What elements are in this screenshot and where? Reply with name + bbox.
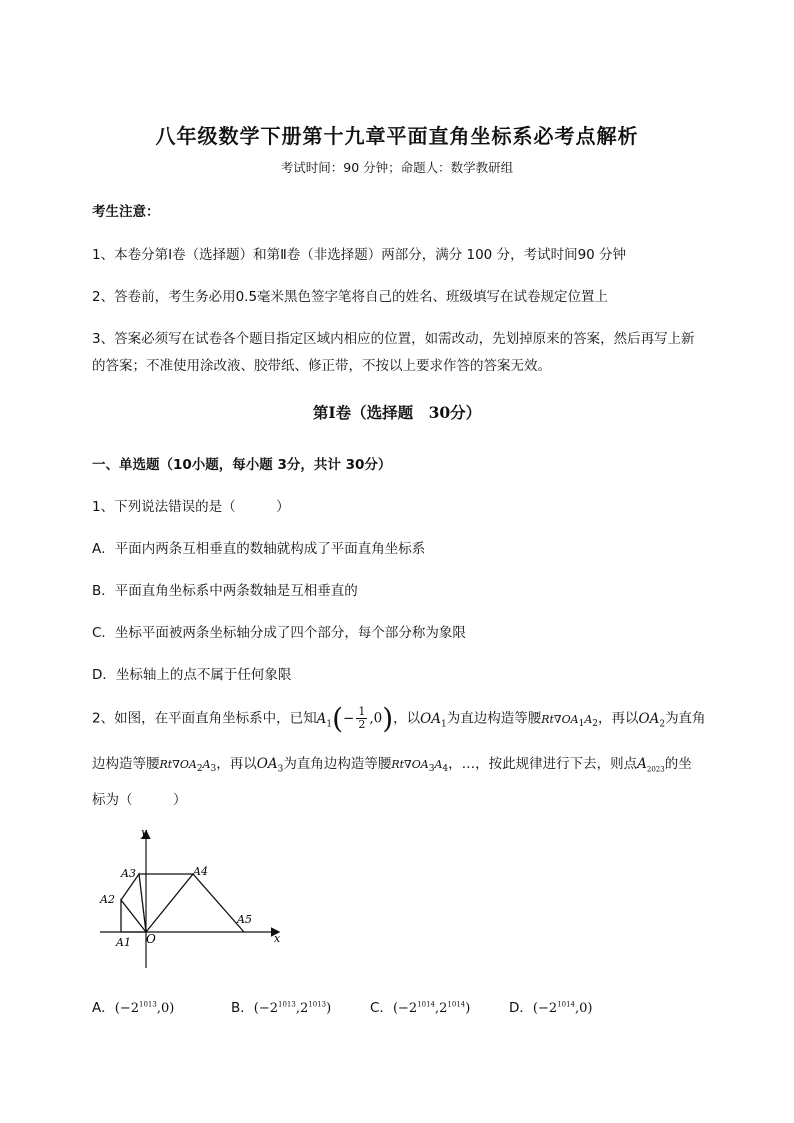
- q2-choice-c: C．$(-2^{1014},2^{1014})$: [370, 1000, 471, 1016]
- q2-stem-line-2: 边构造等腰$Rt\nabla OA_2A_3$，再以$OA_3$为直角边构造等腰$Rt\nabla OA_3A_4$，…，按此规律进行下去，则点$A_{2023}$的坐: [92, 756, 692, 775]
- origin-label: O: [146, 932, 156, 946]
- notice-item-3: 3、答案必须写在试卷各个题目指定区域内相应的位置，如需改动，先划掉原来的答案，然后再写上新: [92, 331, 695, 347]
- q1-stem: 1、下列说法错误的是（ ）: [92, 499, 290, 515]
- section-title: 第Ⅰ卷（选择题 30分）: [312, 403, 482, 422]
- fraction-one-half: $\frac{1}{2}$: [358, 705, 366, 731]
- label-a1: A1: [116, 936, 131, 949]
- label-a2: A2: [100, 893, 115, 906]
- part-heading: 一、单选题（10小题，每小题 3分，共计 30分）: [92, 457, 392, 473]
- notice-item-3-cont: 的答案；不准使用涂改液、胶带纸、修正带，不按以上要求作答的答案无效。: [92, 358, 551, 374]
- triangle-oa2a3: [121, 874, 146, 932]
- notice-heading: 考生注意：: [92, 204, 160, 220]
- label-a5: A5: [237, 913, 252, 926]
- x-axis-label: x: [274, 932, 281, 945]
- q2-choice-a: A．$(-2^{1013},0)$: [92, 1000, 175, 1016]
- q2-choice-b: B．$(-2^{1013},2^{1013})$: [231, 1000, 332, 1016]
- label-a3: A3: [121, 867, 136, 880]
- label-a4: A4: [193, 865, 208, 878]
- notice-item-2: 2、答卷前，考生务必用0.5毫米黑色签字笔将自己的姓名、班级填写在试卷规定位置上: [92, 289, 609, 305]
- point-a1: $A_1$: [316, 710, 333, 730]
- q1-option-b: B．平面直角坐标系中两条数轴是互相垂直的: [92, 583, 358, 599]
- q1-option-d: D．坐标轴上的点不属于任何象限: [92, 667, 292, 683]
- coordinate-figure: [96, 826, 286, 971]
- q1-option-a: A．平面内两条互相垂直的数轴就构成了平面直角坐标系: [92, 541, 426, 557]
- q2-stem-line-3: 标为（ ）: [92, 792, 187, 808]
- notice-item-1: 1、本卷分第Ⅰ卷（选择题）和第Ⅱ卷（非选择题）两部分，满分 100 分，考试时间90 分钟: [92, 247, 627, 263]
- page-title: 八年级数学下册第十九章平面直角坐标系必考点解析: [155, 124, 639, 148]
- triangle-oa3a4: [139, 874, 193, 932]
- q2-choice-d: D．$(-2^{1014},0)$: [509, 1000, 593, 1016]
- exam-subtitle: 考试时间：90 分钟；命题人：数学教研组: [280, 160, 514, 175]
- q2-stem-line-1: 2、如图，在平面直角坐标系中，已知$A_1(-$ $\frac{1}{2}$ ,0)，以$OA_1$为直边构造等腰$Rt\nabla OA_1A_2$，再以$OA_2$为直角: [92, 702, 706, 735]
- y-axis-label: y: [141, 826, 148, 839]
- q1-option-c: C．坐标平面被两条坐标轴分成了四个部分，每个部分称为象限: [92, 625, 466, 641]
